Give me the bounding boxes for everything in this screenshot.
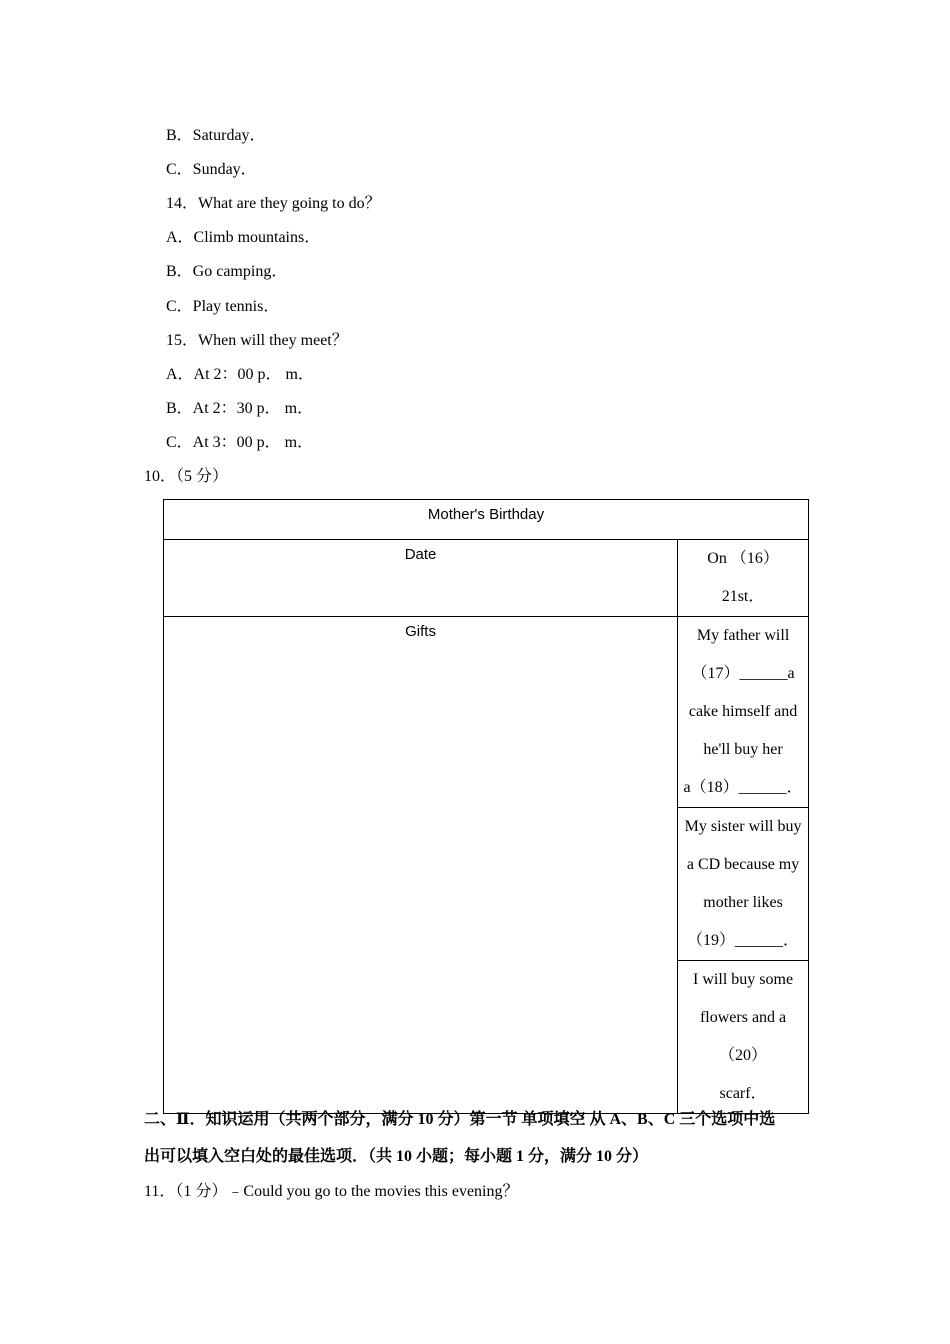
date-value-line: 21st． bbox=[721, 588, 765, 605]
q15-question: 15．When will they meet？ bbox=[166, 332, 348, 349]
q14-option-c: C．Play tennis． bbox=[166, 298, 280, 315]
q13-option-b: B．Saturday． bbox=[166, 127, 266, 144]
gift-line: he'll buy her bbox=[703, 741, 783, 758]
gift-line: a CD because my bbox=[686, 856, 800, 873]
q15-option-a: A．At 2：00 p． m． bbox=[166, 366, 315, 383]
date-label-cell bbox=[164, 540, 678, 617]
q11-question: 11．（1 分）﹣Could you go to the movies this evening？ bbox=[144, 1183, 519, 1200]
part2-heading-line2: 出可以填入空白处的最佳选项．（共 10 小题；每小题 1 分，满分 10 分） bbox=[144, 1148, 649, 1165]
gifts-label-cell bbox=[164, 617, 678, 1114]
table-title: Mother's Birthday bbox=[427, 506, 545, 523]
q14-question: 14．What are they going to do？ bbox=[166, 195, 381, 212]
gift-me-cell bbox=[678, 961, 809, 1114]
date-value-line: On （16） bbox=[707, 550, 779, 567]
gift-line: My sister will buy bbox=[684, 818, 802, 835]
q15-option-c: C．At 3：00 p． m． bbox=[166, 434, 314, 451]
gift-line: My father will bbox=[696, 627, 790, 644]
part2-heading-line1: 二、Ⅱ．知识运用（共两个部分，满分 10 分）第一节 单项填空 从 A、B、C 三个选项中选 bbox=[144, 1111, 776, 1128]
q14-option-a: A．Climb mountains． bbox=[166, 229, 321, 246]
gift-father-cell bbox=[678, 617, 809, 808]
mothers-birthday-table bbox=[163, 499, 809, 1114]
gift-line: flowers and a bbox=[699, 1009, 787, 1026]
section-10-label: 10．（5 分） bbox=[144, 468, 229, 485]
gift-line: I will buy some bbox=[693, 971, 794, 988]
date-value-cell bbox=[678, 540, 809, 617]
gift-line: （20） bbox=[719, 1047, 768, 1064]
gift-sister-cell bbox=[678, 808, 809, 961]
q14-option-b: B．Go camping． bbox=[166, 263, 288, 280]
q15-option-b: B．At 2：30 p． m． bbox=[166, 400, 314, 417]
gifts-label: Gifts bbox=[405, 623, 436, 640]
gift-line: （17）______a bbox=[691, 665, 795, 682]
gift-line: a（18）______． bbox=[683, 779, 803, 796]
gift-line: scarf． bbox=[719, 1085, 767, 1102]
gift-line: mother likes bbox=[703, 894, 783, 911]
gift-line: cake himself and bbox=[688, 703, 798, 720]
date-label: Date bbox=[404, 546, 437, 563]
table-title-cell bbox=[164, 500, 809, 540]
gift-line: （19）______． bbox=[687, 932, 800, 949]
q13-option-c: C．Sunday． bbox=[166, 161, 257, 178]
